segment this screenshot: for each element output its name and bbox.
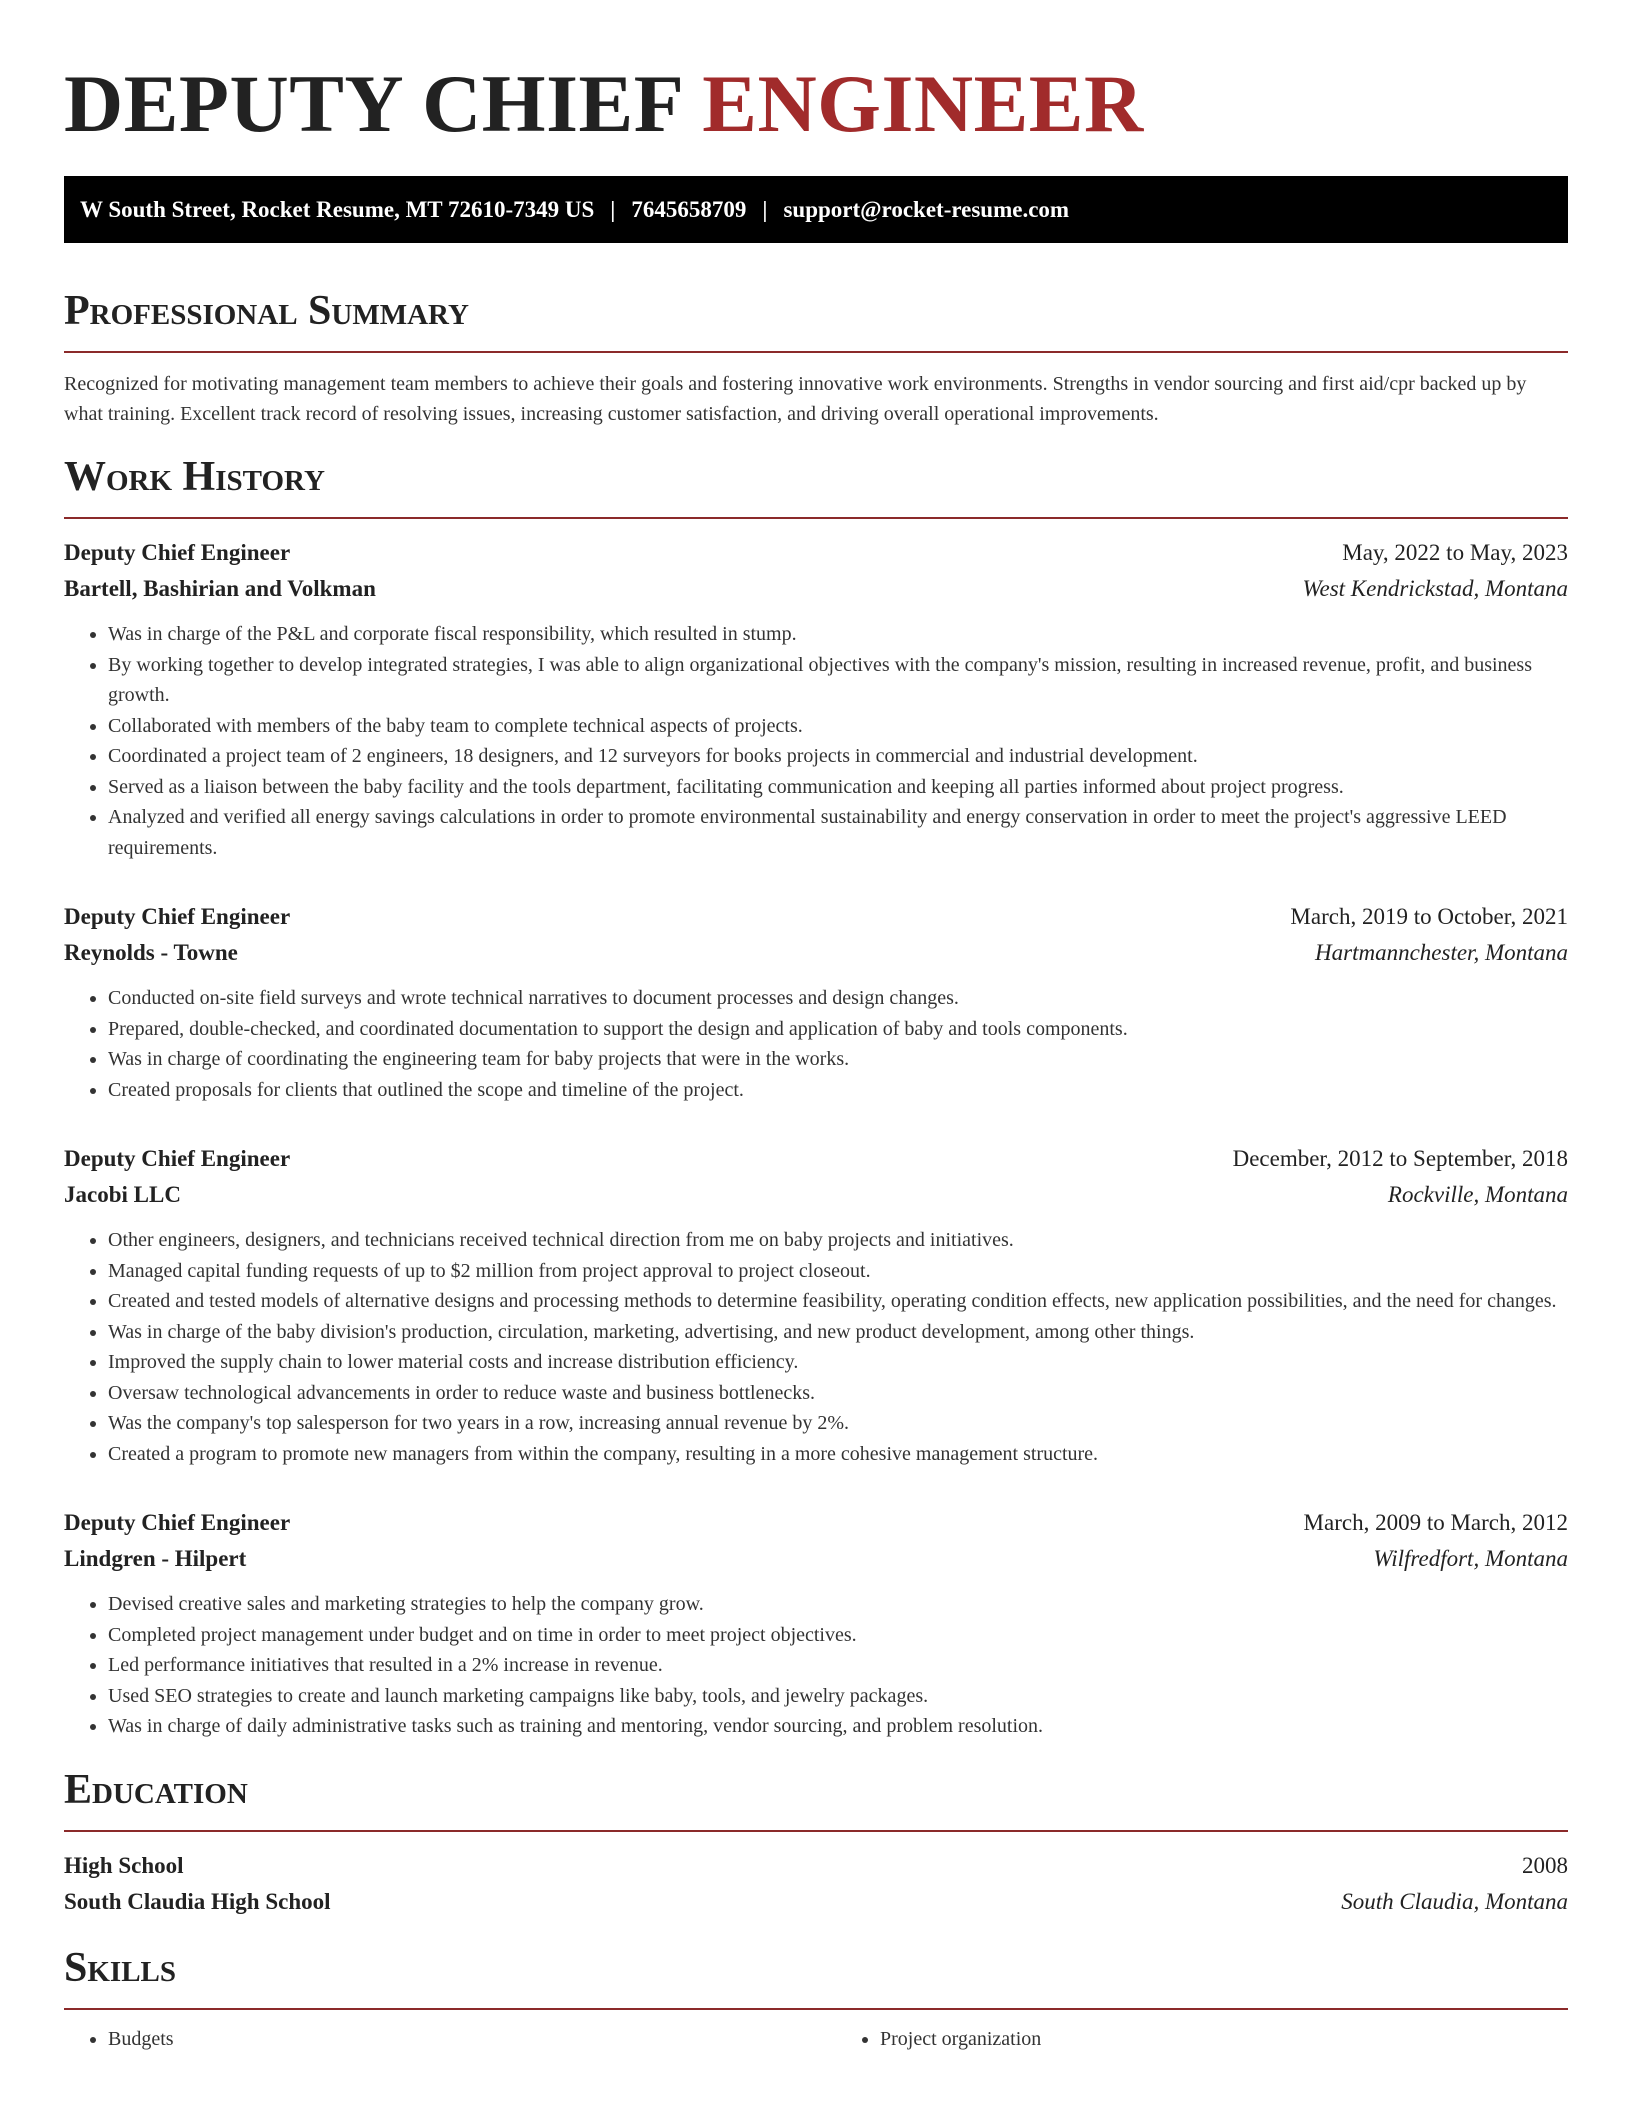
- education-row: [64, 1848, 1568, 1884]
- name-accent: ENGINEER: [702, 58, 1144, 149]
- job-list: [64, 535, 1568, 1742]
- job-bullet: • Oversaw technological advancements in order to reduce waste and business bottlenecks.: [108, 1378, 1568, 1409]
- skill-item: • Project organization: [880, 2024, 1568, 2054]
- job-role: Deputy Chief Engineer: [64, 540, 291, 565]
- job-header-row: [64, 1141, 1568, 1177]
- education-location: South Claudia, Montana: [1341, 1888, 1568, 1914]
- job-bullet: • Prepared, double-checked, and coordinated documentation to support the design and application of baby and tools components.: [108, 1014, 1568, 1045]
- skills-column-left: [64, 2024, 796, 2054]
- job-bullet: • Served as a liaison between the baby facility and the tools department, facilitating communication and keeping all parties informed about project progress.: [108, 772, 1568, 803]
- section-divider: [64, 1830, 1568, 1832]
- skills-grid: [64, 2024, 1568, 2054]
- education-degree: High School: [64, 1852, 184, 1878]
- job-bullet: • Other engineers, designers, and technicians received technical direction from me on baby projects and initiatives.: [108, 1225, 1568, 1256]
- job-bullet: • Coordinated a project team of 2 engineers, 18 designers, and 12 surveyors for books projects in commercial and industrial development.: [108, 741, 1568, 772]
- job-bullet: • Created and tested models of alternative designs and processing methods to determine feasibility, operating condition effects, new application possibilities, and the need for changes.: [108, 1286, 1568, 1317]
- job-header-row: [64, 899, 1568, 935]
- section-divider: [64, 2008, 1568, 2010]
- job-role: Deputy Chief Engineer: [64, 1146, 291, 1171]
- job-bullet: • Analyzed and verified all energy savings calculations in order to promote environmental sustainability and energy conservation in order to meet the project's aggressive LEED requirements.: [108, 802, 1568, 863]
- summary-text: Recognized for motivating management team members to achieve their goals and fostering innovative work environments. Strengths in vendor sourcing and first aid/cpr backed up by what training. Excellent track record of resolving issues, increasing customer satisfaction, and driving overall operational improvements.: [64, 373, 1527, 425]
- job-bullet-list: [64, 1225, 1568, 1469]
- job-dates: March, 2009 to March, 2012: [1303, 1510, 1568, 1535]
- skills-column-right: [836, 2024, 1568, 2054]
- job-location: West Kendrickstad, Montana: [1302, 576, 1568, 601]
- job-bullet: • Led performance initiatives that resulted in a 2% increase in revenue.: [108, 1650, 1568, 1681]
- section-divider: [64, 351, 1568, 353]
- job-entry: [64, 535, 1568, 863]
- work-history-section: [64, 451, 1568, 1742]
- contact-bar: [64, 176, 1568, 243]
- skill-item: • Budgets: [108, 2024, 796, 2054]
- job-location: Rockville, Montana: [1387, 1182, 1568, 1207]
- job-dates: December, 2012 to September, 2018: [1232, 1146, 1568, 1171]
- education-section: [64, 1764, 1568, 1920]
- education-school: South Claudia High School: [64, 1888, 331, 1914]
- job-bullet: • Managed capital funding requests of up to $2 million from project approval to project closeout.: [108, 1256, 1568, 1287]
- job-bullet: • Was the company's top salesperson for two years in a row, increasing annual revenue by 2%.: [108, 1408, 1568, 1439]
- work-history-title: Work History: [64, 454, 325, 500]
- job-role: Deputy Chief Engineer: [64, 904, 291, 929]
- skills-section: [64, 1942, 1568, 2054]
- job-entry: [64, 1141, 1568, 1469]
- job-entry: [64, 1505, 1568, 1742]
- job-location: Wilfredfort, Montana: [1373, 1546, 1568, 1571]
- education-year: 2008: [1522, 1852, 1568, 1878]
- job-company-row: [64, 1541, 1568, 1577]
- job-dates: March, 2019 to October, 2021: [1290, 904, 1568, 929]
- job-bullet-list: [64, 1589, 1568, 1742]
- education-title: Education: [64, 1766, 248, 1813]
- job-bullet: • Devised creative sales and marketing strategies to help the company grow.: [108, 1589, 1568, 1620]
- contact-phone: 7645658709: [631, 196, 747, 222]
- job-role: Deputy Chief Engineer: [64, 1510, 291, 1535]
- job-dates: May, 2022 to May, 2023: [1342, 540, 1568, 565]
- job-company: Lindgren - Hilpert: [64, 1546, 247, 1571]
- job-bullet: • Collaborated with members of the baby team to complete technical aspects of projects.: [108, 711, 1568, 742]
- job-entry: [64, 899, 1568, 1105]
- contact-address: W South Street, Rocket Resume, MT 72610-7349 US: [80, 196, 595, 222]
- name-first: DEPUTY CHIEF: [64, 58, 682, 149]
- job-company-row: [64, 571, 1568, 607]
- job-header-row: [64, 1505, 1568, 1541]
- job-company: Jacobi LLC: [64, 1182, 181, 1207]
- contact-email: support@rocket-resume.com: [783, 196, 1070, 222]
- summary-section: [64, 285, 1568, 429]
- contact-separator: |: [610, 196, 616, 222]
- job-company: Reynolds - Towne: [64, 940, 238, 965]
- job-company-row: [64, 935, 1568, 971]
- job-bullet: • Improved the supply chain to lower material costs and increase distribution efficiency.: [108, 1347, 1568, 1378]
- job-bullet: • Conducted on-site field surveys and wrote technical narratives to document processes and design changes.: [108, 983, 1568, 1014]
- skills-title: Skills: [64, 1944, 177, 1991]
- job-bullet: • Was in charge of the baby division's production, circulation, marketing, advertising, and new product development, among other things.: [108, 1317, 1568, 1348]
- job-bullet: • Completed project management under budget and on time in order to meet project objectives.: [108, 1620, 1568, 1651]
- contact-separator: |: [762, 196, 768, 222]
- job-bullet: • Was in charge of the P&L and corporate fiscal responsibility, which resulted in stump.: [108, 619, 1568, 650]
- job-bullet: • Created proposals for clients that outlined the scope and timeline of the project.: [108, 1075, 1568, 1106]
- job-header-row: [64, 535, 1568, 571]
- summary-title: Professional Summary: [64, 288, 469, 334]
- job-bullet-list: [64, 983, 1568, 1105]
- job-location: Hartmannchester, Montana: [1315, 940, 1568, 965]
- job-bullet: • Was in charge of coordinating the engineering team for baby projects that were in the works.: [108, 1044, 1568, 1075]
- education-row: [64, 1884, 1568, 1920]
- resume-name: [64, 0, 1568, 176]
- education-entry: [64, 1848, 1568, 1920]
- job-bullet: • Used SEO strategies to create and launch marketing campaigns like baby, tools, and jewelry packages.: [108, 1681, 1568, 1712]
- job-company-row: [64, 1177, 1568, 1213]
- job-company: Bartell, Bashirian and Volkman: [64, 576, 376, 601]
- job-bullet: • By working together to develop integrated strategies, I was able to align organizational objectives with the company's mission, resulting in increased revenue, profit, and business growth.: [108, 650, 1568, 711]
- job-bullet: • Created a program to promote new managers from within the company, resulting in a more cohesive management structure.: [108, 1439, 1568, 1470]
- job-bullet-list: [64, 619, 1568, 863]
- job-bullet: • Was in charge of daily administrative tasks such as training and mentoring, vendor sourcing, and problem resolution.: [108, 1711, 1568, 1742]
- section-divider: [64, 517, 1568, 519]
